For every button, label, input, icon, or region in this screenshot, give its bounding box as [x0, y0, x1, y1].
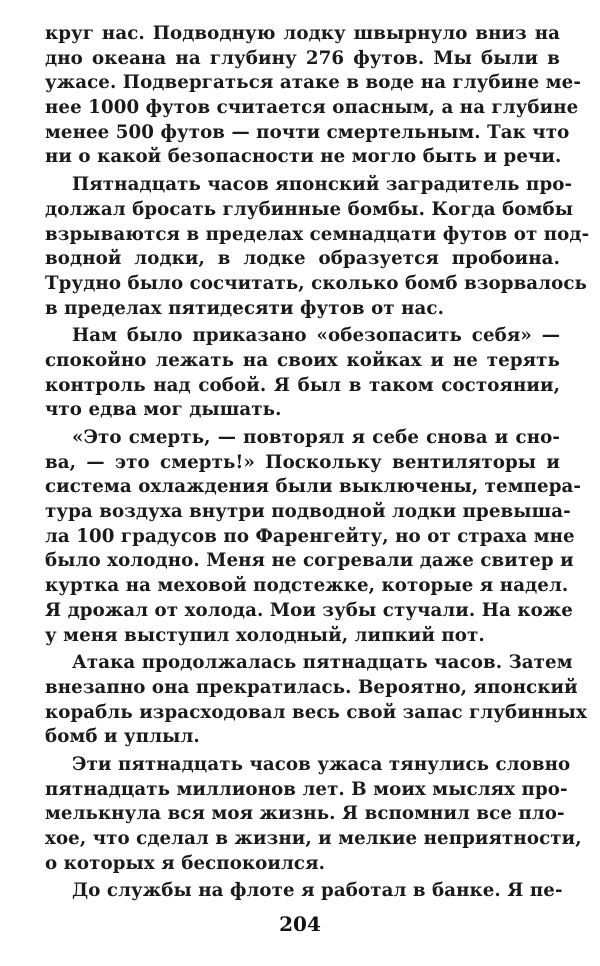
text-line: внезапно она прекратилась. Вероятно, японский: [45, 676, 578, 698]
paragraph: [45, 173, 590, 321]
text-line: у меня выступил холодный, липкий пот.: [45, 624, 485, 646]
text-line: Эти пятнадцать часов ужаса тянулись словно: [72, 753, 571, 775]
text-line: о которых я беспокоился.: [45, 852, 326, 874]
text-line: контроль над собой. Я был в таком состоянии,: [45, 374, 560, 396]
text-line: взрываются в пределах семнадцати футов от под-: [45, 223, 590, 245]
text-line: спокойно лежать на своих койках и не терять: [45, 349, 560, 371]
text-line: ва, — это смерть!» Поскольку вентиляторы и: [45, 451, 560, 473]
text-line: круг нас. Подводную лодку швырнуло вниз на: [45, 23, 560, 44]
text-line: водной лодки, в лодке образуется пробоина.: [45, 248, 560, 270]
page-number: 204: [279, 912, 321, 936]
page-body: [45, 22, 590, 904]
text-line: Атака продолжалась пятнадцать часов. Затем: [72, 652, 573, 674]
paragraph: [45, 879, 563, 904]
text-line: тура воздуха внутри подводной лодки превыша-: [45, 501, 571, 523]
text-line: менее 500 футов — почти смертельным. Так что: [45, 121, 570, 143]
paragraph: [45, 426, 582, 648]
text-line: куртка на меховой подстежке, которые я надел.: [45, 575, 569, 597]
text-line: Я дрожал от холода. Мои зубы стучали. На коже: [45, 599, 573, 621]
text-line: дно океана на глубину 276 футов. Мы были в: [45, 47, 560, 69]
text-line: в пределах пятидесяти футов от нас.: [45, 297, 444, 319]
text-line: ла 100 градусов по Фаренгейту, но от страха мне: [45, 525, 575, 547]
paragraph: [45, 22, 581, 170]
text-line: нее 1000 футов считается опасным, а на глубине: [45, 97, 579, 119]
text-line: мелькнула вся моя жизнь. Я вспомнил все пло-: [45, 803, 565, 825]
text-line: хое, что сделал в жизни, и мелкие неприятности,: [45, 828, 582, 849]
paragraph: [45, 753, 582, 876]
text-line: пятнадцать миллионов лет. В моих мыслях про-: [45, 778, 568, 800]
text-line: бомб и уплыл.: [45, 726, 200, 748]
text-line: ужасе. Подвергаться атаке в воде на глубине ме-: [45, 72, 581, 94]
text-line: корабль израсходовал весь свой запас глубинных: [45, 701, 587, 723]
text-line: система охлаждения были выключены, темпера-: [45, 476, 582, 498]
text-line: что едва мог дышать.: [45, 399, 282, 421]
paragraph: [45, 651, 587, 750]
text-line: До службы на флоте я работал в банке. Я пе-: [72, 880, 563, 902]
text-line: «Это смерть, — повторял я себе снова и сно-: [72, 427, 560, 448]
text-line: Нам было приказано «обезопасить себя» —: [72, 325, 560, 347]
paragraph: [45, 324, 560, 423]
text-line: Пятнадцать часов японский заградитель про-: [72, 174, 573, 196]
text-line: Трудно было сосчитать, сколько бомб взорвалось: [45, 272, 587, 294]
text-line: ни о какой безопасности не могло быть и речи.: [45, 146, 562, 168]
text-line: было холодно. Меня не согревали даже свитер и: [45, 550, 574, 572]
text-line: должал бросать глубинные бомбы. Когда бомбы: [45, 198, 574, 220]
